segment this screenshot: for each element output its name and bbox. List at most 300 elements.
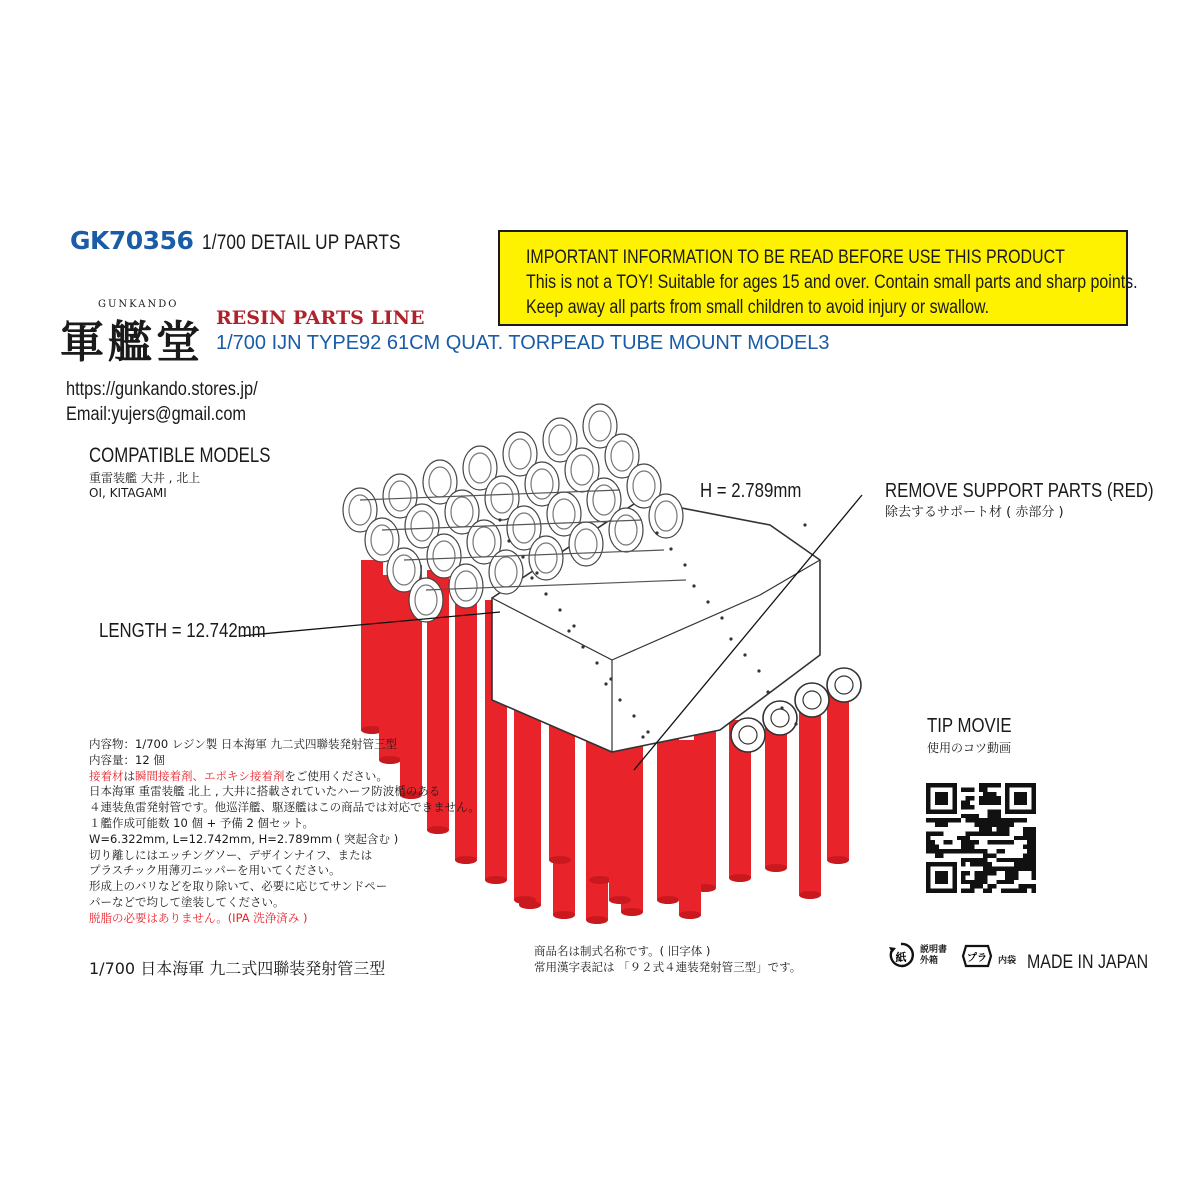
- qr-finder-core: [935, 792, 948, 805]
- qr-module: [1010, 889, 1014, 893]
- qr-module: [988, 862, 992, 866]
- qr-module: [979, 823, 983, 827]
- qr-module: [1023, 818, 1027, 822]
- qr-module: [1023, 884, 1027, 888]
- qr-module: [944, 818, 948, 822]
- qr-module: [988, 871, 992, 875]
- qr-module: [957, 836, 961, 840]
- product-code: GK70356: [70, 226, 194, 255]
- logo-latin-text: GUNKANDO: [98, 299, 179, 310]
- qr-module: [996, 796, 1000, 800]
- qr-module: [983, 867, 987, 871]
- qr-module: [961, 840, 965, 844]
- qr-module: [996, 867, 1000, 871]
- qr-module: [992, 818, 996, 822]
- rivet: [683, 563, 686, 566]
- qr-module: [1001, 840, 1005, 844]
- qr-module: [1018, 862, 1022, 866]
- qr-module: [1027, 849, 1031, 853]
- note-adhesive-end: をご使用ください。: [284, 768, 388, 783]
- qr-module: [970, 845, 974, 849]
- qr-module: [1010, 858, 1014, 862]
- qr-module: [1001, 867, 1005, 871]
- qr-module: [1005, 827, 1009, 831]
- qr-module: [1010, 867, 1014, 871]
- note-cutting-2: プラスチック用薄刃ニッパーを用いてください。: [89, 863, 341, 878]
- qr-module: [1014, 889, 1018, 893]
- note-contents: 内容物：1/700 レジン製 日本海軍 九二式四聯装発射管三型: [89, 737, 398, 751]
- qr-module: [996, 818, 1000, 822]
- qr-module: [974, 849, 978, 853]
- warning-line-3: Keep away all parts from small children to avoid injury or swallow.: [526, 297, 990, 318]
- support-column-base: [679, 911, 701, 919]
- rivet: [521, 555, 524, 558]
- remove-support-label-jp: 除去するサポート材 ( 赤部分 ): [885, 505, 1064, 520]
- qr-module: [992, 884, 996, 888]
- qr-module: [970, 796, 974, 800]
- qr-module: [983, 875, 987, 879]
- qr-module: [983, 796, 987, 800]
- qr-module: [996, 831, 1000, 835]
- qr-module: [966, 801, 970, 805]
- tube-muzzle: [763, 701, 797, 735]
- qr-module: [979, 796, 983, 800]
- qr-module: [1010, 871, 1014, 875]
- qr-module: [966, 858, 970, 862]
- qr-module: [1018, 818, 1022, 822]
- qr-module: [996, 783, 1000, 787]
- qr-module: [1023, 862, 1027, 866]
- qr-module: [1014, 862, 1018, 866]
- qr-module: [1001, 858, 1005, 862]
- qr-module: [988, 840, 992, 844]
- qr-module: [944, 849, 948, 853]
- qr-module: [970, 858, 974, 862]
- rivet: [646, 730, 649, 733]
- support-column-base: [589, 876, 611, 884]
- qr-module: [988, 796, 992, 800]
- support-column-base: [586, 916, 608, 924]
- support-column: [765, 720, 787, 868]
- qr-module: [974, 880, 978, 884]
- qr-module: [930, 845, 934, 849]
- qr-module: [939, 853, 943, 857]
- qr-module: [996, 814, 1000, 818]
- qr-module: [1010, 880, 1014, 884]
- qr-module: [992, 853, 996, 857]
- qr-module: [970, 840, 974, 844]
- qr-module: [1032, 871, 1036, 875]
- support-column-base: [827, 856, 849, 864]
- rivet: [609, 677, 612, 680]
- qr-module: [1005, 818, 1009, 822]
- rivet: [743, 653, 746, 656]
- qr-module: [1014, 867, 1018, 871]
- made-in-japan: MADE IN JAPAN: [1027, 952, 1149, 973]
- qr-module: [1032, 862, 1036, 866]
- qr-module: [961, 871, 965, 875]
- qr-module: [974, 818, 978, 822]
- qr-module: [926, 818, 930, 822]
- qr-module: [970, 787, 974, 791]
- qr-module: [1032, 867, 1036, 871]
- qr-module: [992, 801, 996, 805]
- tip-movie-sub: 使用のコツ動画: [927, 741, 1012, 755]
- tube-muzzle: [795, 683, 829, 717]
- warning-line-1: IMPORTANT INFORMATION TO BE READ BEFORE USE THIS PRODUCT: [526, 247, 1065, 268]
- qr-module: [1001, 823, 1005, 827]
- qr-module: [930, 840, 934, 844]
- qr-module: [1005, 840, 1009, 844]
- rivet: [530, 576, 533, 579]
- qr-module: [988, 853, 992, 857]
- qr-module: [1018, 867, 1022, 871]
- qr-module: [996, 858, 1000, 862]
- qr-module: [966, 880, 970, 884]
- qr-module: [970, 862, 974, 866]
- qr-module: [961, 801, 965, 805]
- note-cutting-1: 切り離しにはエッチングソー、デザインナイフ、または: [89, 847, 373, 862]
- support-column-base: [621, 908, 643, 916]
- rivet: [567, 629, 570, 632]
- product-subtitle: 1/700 DETAIL UP PARTS: [202, 231, 401, 254]
- qr-module: [974, 862, 978, 866]
- rivet: [581, 645, 584, 648]
- qr-module: [1032, 858, 1036, 862]
- qr-module: [926, 836, 930, 840]
- qr-module: [961, 836, 965, 840]
- rivet: [618, 698, 621, 701]
- qr-module: [935, 849, 939, 853]
- qr-module: [983, 862, 987, 866]
- qr-module: [966, 889, 970, 893]
- qr-module: [961, 889, 965, 893]
- qr-module: [974, 840, 978, 844]
- rivet: [632, 714, 635, 717]
- rivet: [572, 624, 575, 627]
- rivet: [641, 735, 644, 738]
- qr-module: [961, 787, 965, 791]
- qr-module: [970, 818, 974, 822]
- qr-module: [930, 831, 934, 835]
- qr-module: [988, 814, 992, 818]
- qr-module: [992, 814, 996, 818]
- qr-module: [996, 880, 1000, 884]
- qr-module: [1005, 831, 1009, 835]
- support-column-base: [553, 911, 575, 919]
- logo-kanji: 軍艦堂: [60, 317, 204, 368]
- qr-module: [939, 849, 943, 853]
- qr-module: [935, 818, 939, 822]
- qr-module: [992, 796, 996, 800]
- qr-module: [1027, 827, 1031, 831]
- rivet: [706, 600, 709, 603]
- qr-module: [992, 823, 996, 827]
- rivet: [507, 539, 510, 542]
- qr-module: [930, 818, 934, 822]
- qr-module: [1023, 827, 1027, 831]
- qr-module: [935, 853, 939, 857]
- qr-module: [974, 823, 978, 827]
- rivet: [595, 661, 598, 664]
- qr-module: [979, 801, 983, 805]
- qr-module: [988, 889, 992, 893]
- qr-module: [935, 845, 939, 849]
- note-adhesive-red: 接着材: [89, 768, 124, 783]
- compatible-models-en: OI, KITAGAMI: [89, 486, 167, 500]
- qr-module: [988, 831, 992, 835]
- qr-module: [1005, 858, 1009, 862]
- qr-module: [1014, 871, 1018, 875]
- qr-module: [983, 823, 987, 827]
- support-column: [609, 740, 631, 900]
- rivet: [498, 518, 501, 521]
- website-url[interactable]: https://gunkando.stores.jp/: [66, 379, 258, 400]
- qr-module: [944, 840, 948, 844]
- support-column-base: [549, 856, 571, 864]
- qr-module: [966, 840, 970, 844]
- qr-module: [979, 871, 983, 875]
- qr-module: [1027, 884, 1031, 888]
- qr-module: [974, 858, 978, 862]
- qr-module: [979, 787, 983, 791]
- qr-module: [988, 823, 992, 827]
- qr-module: [979, 858, 983, 862]
- qr-module: [1018, 889, 1022, 893]
- qr-module: [1010, 875, 1014, 879]
- qr-module: [979, 827, 983, 831]
- note-adhesive-types: 瞬間接着剤、エポキシ接着剤: [135, 768, 285, 783]
- qr-module: [957, 849, 961, 853]
- qr-module: [979, 849, 983, 853]
- qr-module: [983, 880, 987, 884]
- qr-module: [983, 827, 987, 831]
- qr-module: [983, 818, 987, 822]
- qr-module: [979, 875, 983, 879]
- qr-module: [961, 858, 965, 862]
- plastic-recycle-label: 内袋: [998, 956, 1017, 966]
- qr-module: [1023, 845, 1027, 849]
- qr-module: [974, 871, 978, 875]
- rivet: [780, 706, 783, 709]
- qr-module: [1032, 884, 1036, 888]
- qr-module: [974, 884, 978, 888]
- qr-module: [1010, 823, 1014, 827]
- qr-module: [1027, 845, 1031, 849]
- qr-module: [966, 849, 970, 853]
- support-column: [379, 575, 401, 760]
- qr-module: [974, 814, 978, 818]
- rivet: [720, 616, 723, 619]
- rivet: [544, 592, 547, 595]
- note-dimensions: W=6.322mm, L=12.742mm, H=2.789mm ( 突起含む ): [89, 831, 399, 846]
- qr-module: [988, 792, 992, 796]
- qr-finder-core: [935, 871, 948, 884]
- note-set-count: １艦作成可能数 10 個 + 予備 2 個セット。: [89, 815, 314, 830]
- qr-module: [988, 801, 992, 805]
- paper-label-2: 外箱: [920, 956, 939, 966]
- qr-module: [983, 849, 987, 853]
- qr-module: [926, 840, 930, 844]
- qr-module: [1014, 818, 1018, 822]
- qr-module: [983, 889, 987, 893]
- email-address[interactable]: Email:yujers@gmail.com: [66, 404, 247, 425]
- qr-module: [961, 814, 965, 818]
- name-note-2: 常用漢字表記は 「９２式４連装発射管三型」です。: [534, 960, 802, 974]
- qr-module: [1023, 831, 1027, 835]
- qr-module: [961, 875, 965, 879]
- support-column-base: [729, 874, 751, 882]
- qr-module: [1005, 889, 1009, 893]
- name-note-1: 商品名は制式名称です。( 旧字体 ): [534, 944, 711, 958]
- qr-module: [966, 814, 970, 818]
- rivet: [757, 669, 760, 672]
- support-column-base: [609, 896, 631, 904]
- qr-module: [948, 818, 952, 822]
- note-degrease: 脱脂の必要はありません。(IPA 洗浄済み ): [89, 910, 308, 925]
- qr-module: [983, 831, 987, 835]
- qr-module: [939, 823, 943, 827]
- qr-module: [944, 823, 948, 827]
- qr-module: [1001, 818, 1005, 822]
- qr-module: [961, 805, 965, 809]
- qr-module: [935, 831, 939, 835]
- qr-module: [1023, 889, 1027, 893]
- qr-module: [1032, 875, 1036, 879]
- qr-module: [970, 880, 974, 884]
- rivet: [669, 547, 672, 550]
- qr-module: [1001, 827, 1005, 831]
- support-column: [799, 690, 821, 895]
- qr-module: [1027, 858, 1031, 862]
- qr-module: [1032, 840, 1036, 844]
- qr-module: [992, 792, 996, 796]
- qr-module: [1005, 823, 1009, 827]
- qr-module: [983, 871, 987, 875]
- qr-module: [970, 889, 974, 893]
- rivet: [558, 608, 561, 611]
- qr-module: [1005, 871, 1009, 875]
- qr-module: [966, 796, 970, 800]
- qr-module: [996, 823, 1000, 827]
- qr-module: [1005, 875, 1009, 879]
- qr-module: [1005, 880, 1009, 884]
- qr-module: [1018, 836, 1022, 840]
- support-column: [827, 690, 849, 860]
- qr-module: [1018, 858, 1022, 862]
- qr-module: [966, 831, 970, 835]
- rivet: [729, 637, 732, 640]
- qr-module: [952, 818, 956, 822]
- qr-module: [970, 831, 974, 835]
- qr-module: [966, 845, 970, 849]
- length-dimension: LENGTH = 12.742mm: [99, 620, 266, 642]
- note-adhesive: [89, 769, 519, 785]
- tube-muzzle: [827, 668, 861, 702]
- qr-module: [983, 853, 987, 857]
- qr-module: [948, 840, 952, 844]
- qr-module: [1023, 853, 1027, 857]
- note-adhesive-mid: は: [123, 768, 135, 783]
- qr-module: [1018, 884, 1022, 888]
- note-finish-2: パーなどで均して塗装してください。: [89, 894, 285, 909]
- qr-module: [979, 862, 983, 866]
- qr-module: [1032, 836, 1036, 840]
- support-column-base: [799, 891, 821, 899]
- qr-module: [996, 840, 1000, 844]
- qr-module: [1001, 880, 1005, 884]
- rivet: [604, 682, 607, 685]
- paper-recycle-labels: [920, 945, 947, 967]
- qr-module: [939, 831, 943, 835]
- rivet: [794, 722, 797, 725]
- paper-label-1: 説明書: [920, 945, 948, 955]
- support-column: [657, 720, 679, 900]
- warning-line-2: This is not a TOY! Suitable for ages 15 and over. Contain small parts and sharp points.: [526, 272, 1138, 293]
- rivet: [803, 523, 806, 526]
- qr-module: [979, 880, 983, 884]
- qr-module: [996, 809, 1000, 813]
- qr-module: [1032, 831, 1036, 835]
- qr-module: [966, 836, 970, 840]
- qr-module: [988, 867, 992, 871]
- qr-module: [996, 801, 1000, 805]
- qr-module: [979, 783, 983, 787]
- qr-module: [992, 831, 996, 835]
- qr-module: [1023, 858, 1027, 862]
- qr-module: [952, 849, 956, 853]
- product-title-jp: 1/700 日本海軍 九二式四聯装発射管三型: [89, 959, 386, 978]
- qr-code-icon[interactable]: [926, 783, 1036, 893]
- qr-module: [983, 783, 987, 787]
- qr-module: [970, 814, 974, 818]
- qr-module: [970, 805, 974, 809]
- qr-module: [970, 849, 974, 853]
- qr-module: [948, 849, 952, 853]
- qr-module: [1014, 836, 1018, 840]
- qr-module: [992, 867, 996, 871]
- qr-module: [1027, 867, 1031, 871]
- qr-module: [957, 818, 961, 822]
- qr-module: [961, 880, 965, 884]
- qr-module: [983, 858, 987, 862]
- qr-module: [1023, 867, 1027, 871]
- qr-module: [979, 884, 983, 888]
- qr-module: [926, 849, 930, 853]
- rivet: [692, 584, 695, 587]
- qr-module: [1027, 853, 1031, 857]
- qr-module: [1005, 867, 1009, 871]
- qr-module: [1014, 875, 1018, 879]
- qr-module: [966, 871, 970, 875]
- qr-module: [1027, 831, 1031, 835]
- parts-line-title: RESIN PARTS LINE: [216, 307, 425, 329]
- qr-module: [988, 818, 992, 822]
- tube-muzzle: [731, 718, 765, 752]
- qr-finder-core: [1014, 792, 1027, 805]
- qr-module: [988, 809, 992, 813]
- qr-module: [961, 849, 965, 853]
- qr-module: [1001, 849, 1005, 853]
- qr-module: [966, 818, 970, 822]
- qr-module: [1001, 889, 1005, 893]
- paper-recycle-icon: [888, 942, 914, 970]
- qr-module: [961, 845, 965, 849]
- qr-module: [974, 875, 978, 879]
- support-column-base: [657, 896, 679, 904]
- qr-module: [979, 831, 983, 835]
- product-title: 1/700 IJN TYPE92 61CM QUAT. TORPEAD TUBE MOUNT MODEL3: [216, 332, 830, 354]
